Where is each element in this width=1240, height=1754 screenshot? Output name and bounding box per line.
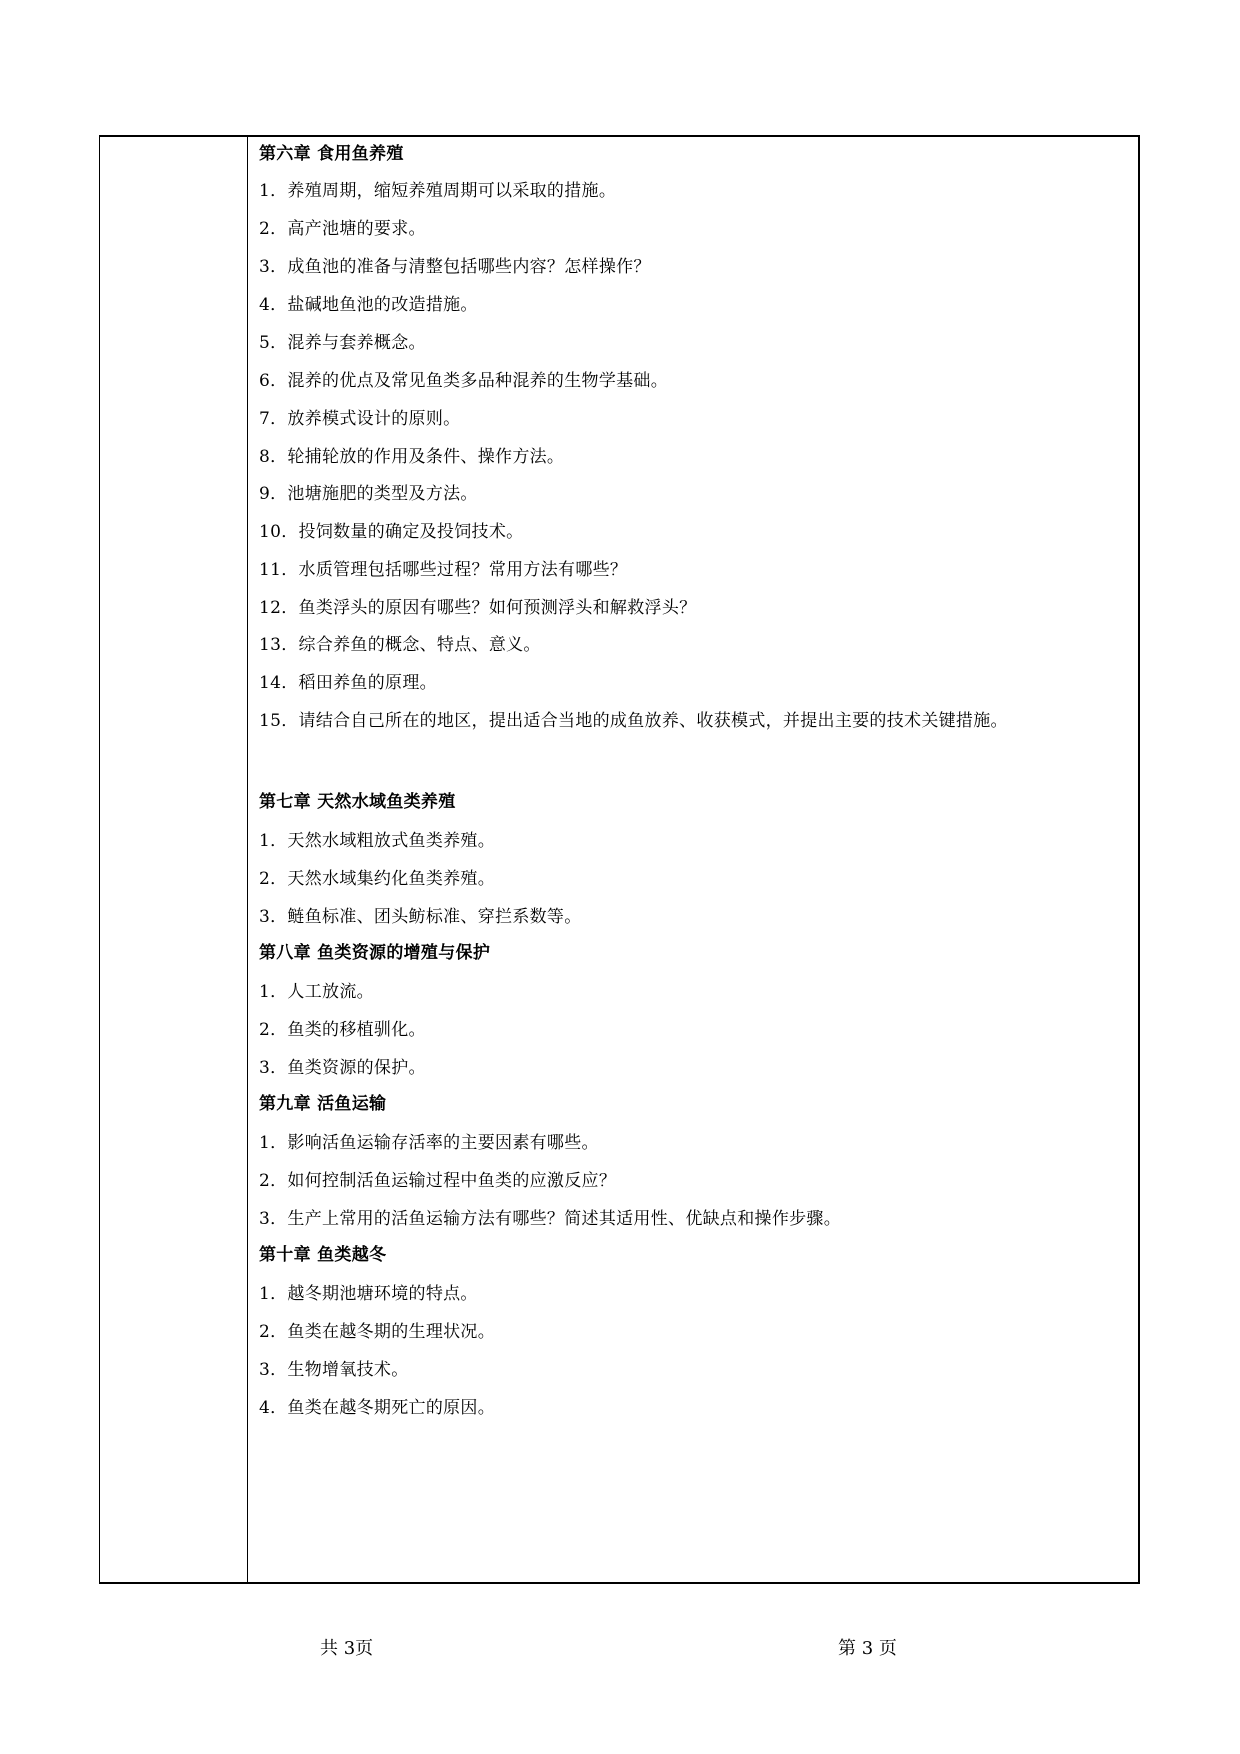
total-pages: 共 3页 (320, 1638, 374, 1659)
list-item: 3．成鱼池的准备与清整包括哪些内容？怎样操作？ (259, 257, 651, 277)
list-item: 15．请结合自己所在的地区，提出适合当地的成鱼放养、收获模式，并提出主要的技术关键措施。 (259, 711, 1008, 731)
list-item: 7．放养模式设计的原则。 (259, 409, 461, 429)
chapter-7-heading: 第七章 天然水域鱼类养殖 (259, 792, 456, 812)
list-item: 8．轮捕轮放的作用及条件、操作方法。 (259, 447, 565, 467)
syllabus-table (99, 135, 1140, 1584)
list-item: 10．投饲数量的确定及投饲技术。 (259, 522, 524, 542)
list-item: 14．稻田养鱼的原理。 (259, 673, 437, 693)
list-item: 11．水质管理包括哪些过程？常用方法有哪些？ (259, 560, 628, 580)
table-label-column (100, 137, 248, 1582)
list-item: 2．鱼类在越冬期的生理状况。 (259, 1322, 496, 1342)
list-item: 9．池塘施肥的类型及方法。 (259, 484, 478, 504)
chapter-6-heading: 第六章 食用鱼养殖 (259, 144, 404, 164)
table-content-column (249, 137, 1138, 1582)
list-item: 6．混养的优点及常见鱼类多品种混养的生物学基础。 (259, 371, 669, 391)
list-item: 13．综合养鱼的概念、特点、意义。 (259, 635, 541, 655)
current-page: 第 3 页 (838, 1638, 897, 1659)
list-item: 3．生物增氧技术。 (259, 1360, 409, 1380)
list-item: 3．生产上常用的活鱼运输方法有哪些？简述其适用性、优缺点和操作步骤。 (259, 1209, 842, 1229)
list-item: 4．盐碱地鱼池的改造措施。 (259, 295, 478, 315)
list-item: 1．养殖周期，缩短养殖周期可以采取的措施。 (259, 181, 617, 201)
list-item: 1．人工放流。 (259, 982, 374, 1002)
list-item: 12．鱼类浮头的原因有哪些？如何预测浮头和解救浮头？ (259, 598, 697, 618)
list-item: 5．混养与套养概念。 (259, 333, 426, 353)
chapter-9-heading: 第九章 活鱼运输 (259, 1094, 387, 1114)
list-item: 2．如何控制活鱼运输过程中鱼类的应激反应？ (259, 1171, 617, 1191)
list-item: 1．影响活鱼运输存活率的主要因素有哪些。 (259, 1133, 599, 1153)
list-item: 2．天然水域集约化鱼类养殖。 (259, 869, 496, 889)
list-item: 2．高产池塘的要求。 (259, 219, 426, 239)
list-item: 1．天然水域粗放式鱼类养殖。 (259, 831, 496, 851)
list-item: 3．鱼类资源的保护。 (259, 1058, 426, 1078)
list-item: 2．鱼类的移植驯化。 (259, 1020, 426, 1040)
list-item: 1．越冬期池塘环境的特点。 (259, 1284, 478, 1304)
list-item: 3．鲢鱼标准、团头鲂标准、穿拦系数等。 (259, 907, 582, 927)
list-item: 4．鱼类在越冬期死亡的原因。 (259, 1398, 496, 1418)
chapter-8-heading: 第八章 鱼类资源的增殖与保护 (259, 943, 491, 963)
chapter-10-heading: 第十章 鱼类越冬 (259, 1245, 387, 1265)
